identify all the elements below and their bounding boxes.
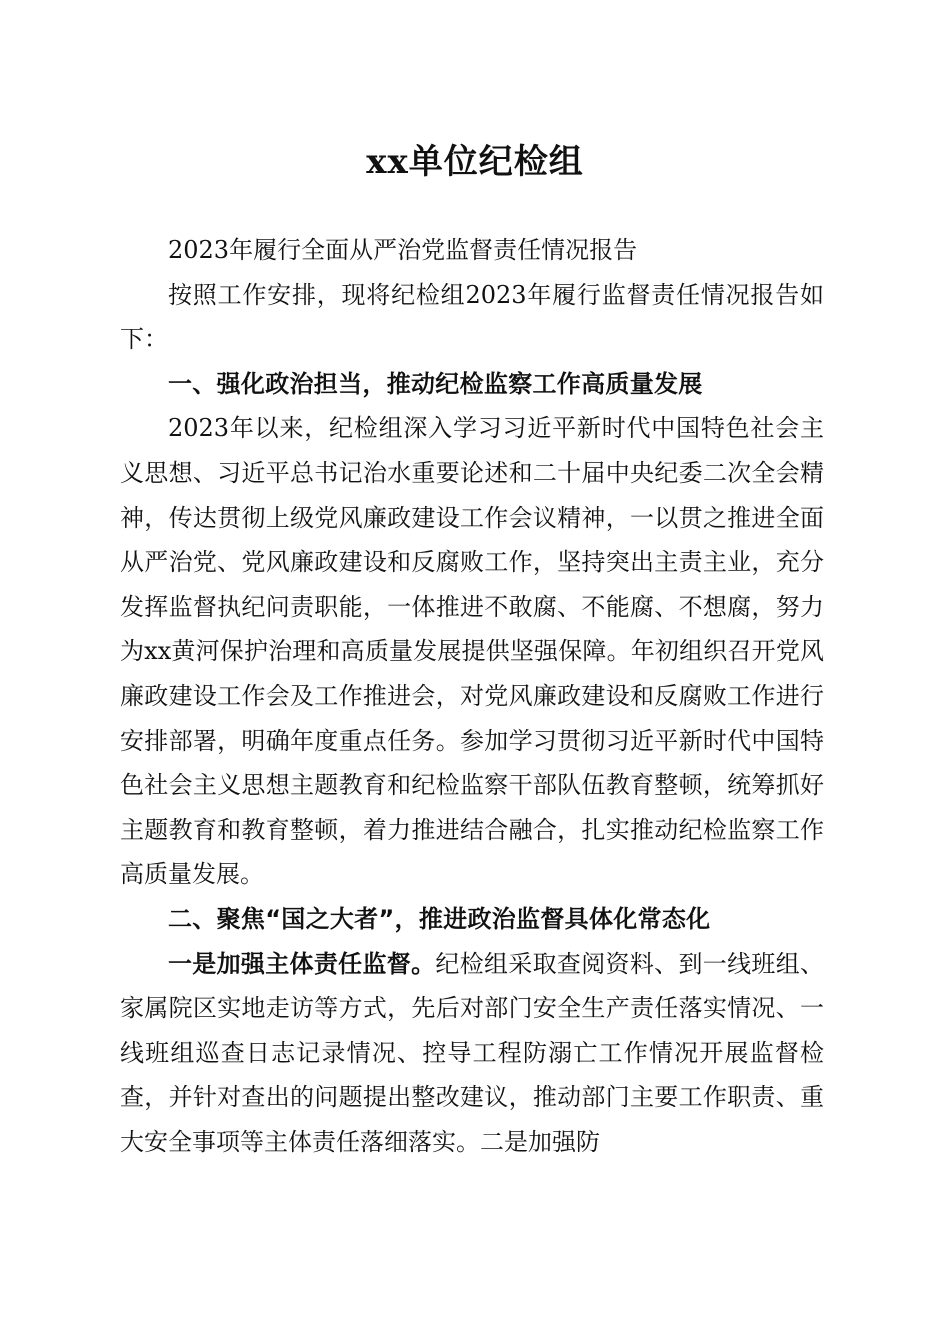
section-2-heading: 二、聚焦“国之大者”，推进政治监督具体化常态化 (168, 904, 711, 933)
document-title: xx单位纪检组 (366, 142, 584, 182)
section-2-lead: 一是加强主体责任监督。 (168, 948, 436, 978)
section-2-text: 纪检组采取查阅资料、到一线班组、家属院区实地走访等方式，先后对部门安全生产责任落实情况、一线班组巡查日志记录情况、控导工程防溺亡工作情况开展监督检查，并针对查出的问题提出整改建议，推动部门主要工作职责、重大安全事项等主体责任落细落实。二是加强防 (120, 949, 825, 1156)
section-1-heading: 一、强化政治担当，推动纪检监察工作高质量发展 (168, 369, 703, 398)
section-2-paragraph (120, 942, 824, 1165)
intro-paragraph: 按照工作安排，现将纪检组2023年履行监督责任情况报告如下： (120, 280, 824, 354)
document-body (120, 228, 824, 1164)
report-subtitle: 2023年履行全面从严治党监督责任情况报告 (168, 236, 638, 264)
section-1-paragraph: 2023年以来，纪检组深入学习习近平新时代中国特色社会主义思想、习近平总书记治水重要论述和二十届中央纪委二次全会精神，传达贯彻上级党风廉政建设工作会议精神，一以贯之推进全面从严治党、党风廉政建设和反腐败工作，坚持突出主责主业，充分发挥监督执纪问责职能，一体推进不敢腐、不能腐、不想腐，努力为xx黄河保护治理和高质量发展提供坚强保障。年初组织召开党风廉政建设工作会及工作推进会，对党风廉政建设和反腐败工作进行安排部署，明确年度重点任务。参加学习贯彻习近平新时代中国特色社会主义思想主题教育和纪检监察干部队伍教育整顿，统筹抓好主题教育和教育整顿，着力推进结合融合，扎实推动纪检监察工作高质量发展。 (120, 414, 824, 889)
